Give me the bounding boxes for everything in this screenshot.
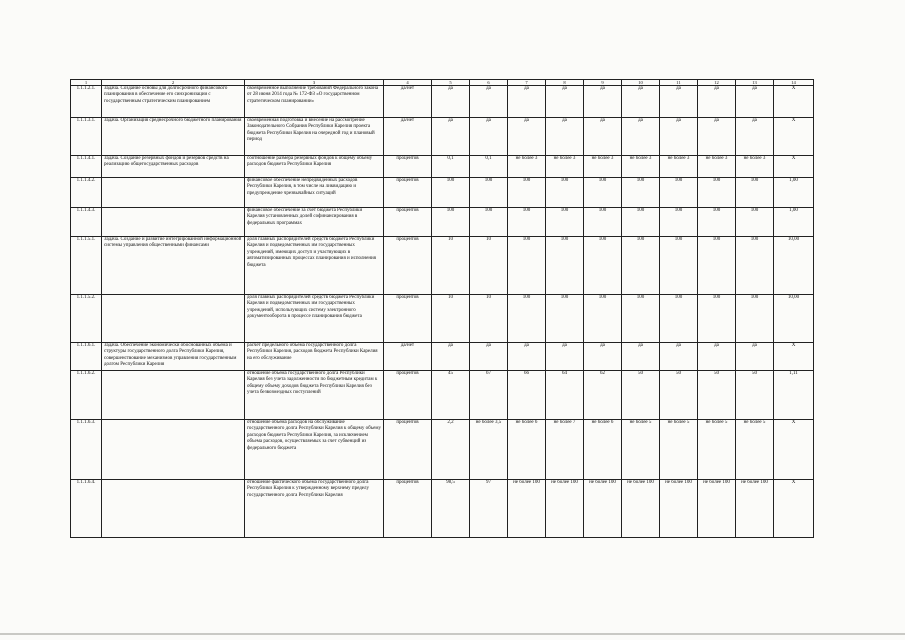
- value-cell: 2,2: [432, 420, 470, 480]
- ratio-cell: 1,00: [774, 208, 814, 237]
- header-cell: 2: [102, 80, 245, 86]
- value-cell: 100: [584, 295, 622, 343]
- value-cell: 100: [660, 295, 698, 343]
- value-cell: 97: [470, 480, 508, 538]
- ratio-cell: X: [774, 86, 814, 118]
- value-cell: не более 100: [508, 480, 546, 538]
- task-cell: Задача. Организация среднесрочного бюджетного планирования: [102, 118, 245, 156]
- value-cell: 100: [508, 237, 546, 295]
- header-cell: 10: [622, 80, 660, 86]
- value-cell: 100: [736, 178, 774, 208]
- value-cell: да: [508, 343, 546, 371]
- value-cell: не более 100: [660, 480, 698, 538]
- unit-cell: процентов: [384, 480, 432, 538]
- unit-cell: да/нет: [384, 86, 432, 118]
- header-cell: 8: [546, 80, 584, 86]
- unit-cell: процентов: [384, 420, 432, 480]
- value-cell: 98,5: [432, 480, 470, 538]
- value-cell: 100: [508, 295, 546, 343]
- value-cell: 64: [546, 371, 584, 420]
- value-cell: 50: [622, 371, 660, 420]
- value-cell: 100: [660, 208, 698, 237]
- table-row: [71, 237, 814, 295]
- value-cell: 100: [470, 208, 508, 237]
- value-cell: 0,1: [470, 156, 508, 178]
- table-row: [71, 480, 814, 538]
- value-cell: не более 100: [584, 480, 622, 538]
- value-cell: да: [698, 118, 736, 156]
- value-cell: да: [432, 343, 470, 371]
- indicator-cell: доля главных распорядителей средств бюджета Республики Карелия и подведомственных им государственных учреждений, имеющих доступ и участвующих в автоматизированных процессах планирования и исполнения бюджета: [245, 237, 384, 295]
- header-cell: 13: [736, 80, 774, 86]
- value-cell: 100: [546, 208, 584, 237]
- task-cell: [102, 178, 245, 208]
- value-cell: 100: [546, 178, 584, 208]
- value-cell: 50: [698, 371, 736, 420]
- ratio-cell: X: [774, 343, 814, 371]
- indicator-cell: доля главных распорядителей средств бюджета Республики Карелия и подведомственных им государственных учреждений, использующих систему электронного документооборота в процессе планирования бюджета: [245, 295, 384, 343]
- ratio-cell: 10,00: [774, 237, 814, 295]
- value-cell: 100: [736, 237, 774, 295]
- value-cell: да: [622, 118, 660, 156]
- value-cell: 100: [622, 178, 660, 208]
- value-cell: да: [546, 118, 584, 156]
- row-code-cell: 1.1.1.6.4.: [71, 480, 102, 538]
- table-row: [71, 295, 814, 343]
- value-cell: 100: [584, 208, 622, 237]
- value-cell: не более 100: [698, 480, 736, 538]
- value-cell: 10: [432, 295, 470, 343]
- value-cell: не более 5: [660, 420, 698, 480]
- value-cell: не более 3: [508, 156, 546, 178]
- task-cell: [102, 420, 245, 480]
- indicator-cell: отношение фактического объема государственного долга Республики Карелия к утвержденному верхнему пределу государственного долга Республики Карелия: [245, 480, 384, 538]
- value-cell: не более 3: [660, 156, 698, 178]
- row-code-cell: 1.1.1.6.3.: [71, 420, 102, 480]
- unit-cell: да/нет: [384, 118, 432, 156]
- task-cell: [102, 295, 245, 343]
- unit-cell: процентов: [384, 237, 432, 295]
- unit-cell: да/нет: [384, 343, 432, 371]
- value-cell: да: [622, 343, 660, 371]
- ratio-cell: 1,00: [774, 178, 814, 208]
- value-cell: 100: [432, 178, 470, 208]
- value-cell: не более 100: [546, 480, 584, 538]
- header-cell: 7: [508, 80, 546, 86]
- table-row: [71, 156, 814, 178]
- header-cell: 11: [660, 80, 698, 86]
- value-cell: 100: [660, 237, 698, 295]
- value-cell: 100: [546, 237, 584, 295]
- value-cell: да: [698, 343, 736, 371]
- value-cell: да: [470, 118, 508, 156]
- value-cell: 62: [584, 371, 622, 420]
- value-cell: да: [508, 86, 546, 118]
- row-code-cell: 1.1.1.6.1.: [71, 343, 102, 371]
- task-cell: Задача. Создание резервных фондов и резервов средств на реализацию общегосударственных расходов: [102, 156, 245, 178]
- value-cell: не более 3: [546, 156, 584, 178]
- value-cell: 0,1: [432, 156, 470, 178]
- value-cell: 100: [508, 178, 546, 208]
- indicator-cell: соотношение размера резервных фондов к общему объему расходов бюджета Республики Карелия: [245, 156, 384, 178]
- value-cell: не более 3: [698, 156, 736, 178]
- value-cell: не более 3: [584, 156, 622, 178]
- ratio-cell: X: [774, 156, 814, 178]
- unit-cell: процентов: [384, 178, 432, 208]
- value-cell: не более 3: [622, 156, 660, 178]
- task-cell: Задача. Создание и развитие интегрированной информационной системы управления общественными финансами: [102, 237, 245, 295]
- row-code-cell: 1.1.1.5.1.: [71, 237, 102, 295]
- value-cell: да: [470, 343, 508, 371]
- value-cell: 100: [584, 178, 622, 208]
- value-cell: 100: [622, 208, 660, 237]
- indicator-cell: финансовое обеспечение за счет бюджета Республики Карелия установленных долей софинансирования в федеральных программах: [245, 208, 384, 237]
- task-cell: Задача. Создание основы для долгосрочного финансового планирования в обеспечение его синхронизации с государственным стратегическим планированием: [102, 86, 245, 118]
- indicator-cell: отношение объема расходов на обслуживание государственного долга Республики Карелия к общему объему расходов бюджета Республики Карелия, за исключением объема расходов, осуществляемых за счет субвенций из федерального бюджета: [245, 420, 384, 480]
- indicators-table: [70, 79, 814, 538]
- value-cell: 100: [432, 208, 470, 237]
- value-cell: не более 6: [584, 420, 622, 480]
- header-cell: 5: [432, 80, 470, 86]
- header-cell: 3: [245, 80, 384, 86]
- value-cell: да: [622, 86, 660, 118]
- value-cell: не более 100: [622, 480, 660, 538]
- unit-cell: процентов: [384, 371, 432, 420]
- value-cell: да: [736, 118, 774, 156]
- value-cell: 50: [736, 371, 774, 420]
- value-cell: да: [736, 343, 774, 371]
- value-cell: да: [584, 343, 622, 371]
- scan-edge-line: [0, 633, 905, 635]
- value-cell: 100: [660, 178, 698, 208]
- value-cell: 10: [470, 295, 508, 343]
- value-cell: да: [546, 343, 584, 371]
- value-cell: 45: [432, 371, 470, 420]
- value-cell: не более 7: [546, 420, 584, 480]
- value-cell: 100: [698, 237, 736, 295]
- value-cell: не более 5: [698, 420, 736, 480]
- indicator-cell: расчет предельного объема государственного долга Республики Карелия, расходов бюджета Республики Карелия на его обслуживание: [245, 343, 384, 371]
- value-cell: 66: [508, 371, 546, 420]
- unit-cell: процентов: [384, 295, 432, 343]
- row-code-cell: 1.1.1.6.2.: [71, 371, 102, 420]
- value-cell: да: [736, 86, 774, 118]
- table-row: [71, 371, 814, 420]
- task-cell: Задача. Обеспечение экономически обоснованных объема и структуры государственного долга Республики Карелия, совершенствование механизмов управления государственным долгом Республики Карелия: [102, 343, 245, 371]
- value-cell: 100: [622, 295, 660, 343]
- task-cell: [102, 371, 245, 420]
- value-cell: 10: [432, 237, 470, 295]
- header-cell: 14: [774, 80, 814, 86]
- value-cell: 67: [470, 371, 508, 420]
- value-cell: да: [698, 86, 736, 118]
- ratio-cell: 1,11: [774, 371, 814, 420]
- header-cell: 9: [584, 80, 622, 86]
- value-cell: 100: [698, 178, 736, 208]
- value-cell: да: [432, 118, 470, 156]
- value-cell: 10: [470, 237, 508, 295]
- indicator-cell: своевременная подготовка и внесение на рассмотрение Законодательного Собрания Республики Карелия проекта бюджета Республики Карелия на очередной год и плановый период: [245, 118, 384, 156]
- task-cell: [102, 208, 245, 237]
- value-cell: не более 3: [736, 156, 774, 178]
- header-cell: 12: [698, 80, 736, 86]
- value-cell: 100: [736, 208, 774, 237]
- indicator-cell: финансовое обеспечение непредвиденных расходов Республики Карелия, в том числе на ликвидацию и предупреждение чрезвычайных ситуаций: [245, 178, 384, 208]
- value-cell: 100: [698, 208, 736, 237]
- ratio-cell: X: [774, 480, 814, 538]
- header-cell: 4: [384, 80, 432, 86]
- table-row: [71, 343, 814, 371]
- row-code-cell: 1.1.1.2.1.: [71, 86, 102, 118]
- value-cell: да: [584, 118, 622, 156]
- row-code-cell: 1.1.1.4.1.: [71, 156, 102, 178]
- value-cell: да: [584, 86, 622, 118]
- table-row: [71, 86, 814, 118]
- value-cell: да: [432, 86, 470, 118]
- row-code-cell: 1.1.1.4.3.: [71, 208, 102, 237]
- value-cell: не более 3,5: [470, 420, 508, 480]
- indicator-cell: своевременное выполнение требований Федерального закона от 28 июня 2014 года № 172-ФЗ «О государственном стратегическом планировании»: [245, 86, 384, 118]
- task-cell: [102, 480, 245, 538]
- value-cell: да: [546, 86, 584, 118]
- row-code-cell: 1.1.1.4.2.: [71, 178, 102, 208]
- header-cell: 1: [71, 80, 102, 86]
- indicator-cell: отношение объема государственного долга Республики Карелия без учета задолженности по бюджетным кредитам к общему объему доходов бюджета Республики Карелия без учета безвозмездных поступлений: [245, 371, 384, 420]
- table-row: [71, 420, 814, 480]
- value-cell: 100: [698, 295, 736, 343]
- row-code-cell: 1.1.1.3.1.: [71, 118, 102, 156]
- unit-cell: процентов: [384, 208, 432, 237]
- value-cell: не более 100: [736, 480, 774, 538]
- value-cell: 100: [736, 295, 774, 343]
- row-code-cell: 1.1.1.5.2.: [71, 295, 102, 343]
- table-row: [71, 118, 814, 156]
- ratio-cell: 10,00: [774, 295, 814, 343]
- value-cell: 100: [508, 208, 546, 237]
- value-cell: да: [508, 118, 546, 156]
- unit-cell: процентов: [384, 156, 432, 178]
- value-cell: да: [660, 118, 698, 156]
- value-cell: да: [660, 86, 698, 118]
- value-cell: 100: [622, 237, 660, 295]
- table-row: [71, 208, 814, 237]
- value-cell: не более 5: [736, 420, 774, 480]
- value-cell: 100: [546, 295, 584, 343]
- value-cell: да: [660, 343, 698, 371]
- value-cell: да: [470, 86, 508, 118]
- header-cell: 6: [470, 80, 508, 86]
- value-cell: 50: [660, 371, 698, 420]
- ratio-cell: X: [774, 118, 814, 156]
- value-cell: 100: [584, 237, 622, 295]
- table-row: [71, 178, 814, 208]
- value-cell: не более 5: [622, 420, 660, 480]
- ratio-cell: X: [774, 420, 814, 480]
- value-cell: 100: [470, 178, 508, 208]
- value-cell: не более 6: [508, 420, 546, 480]
